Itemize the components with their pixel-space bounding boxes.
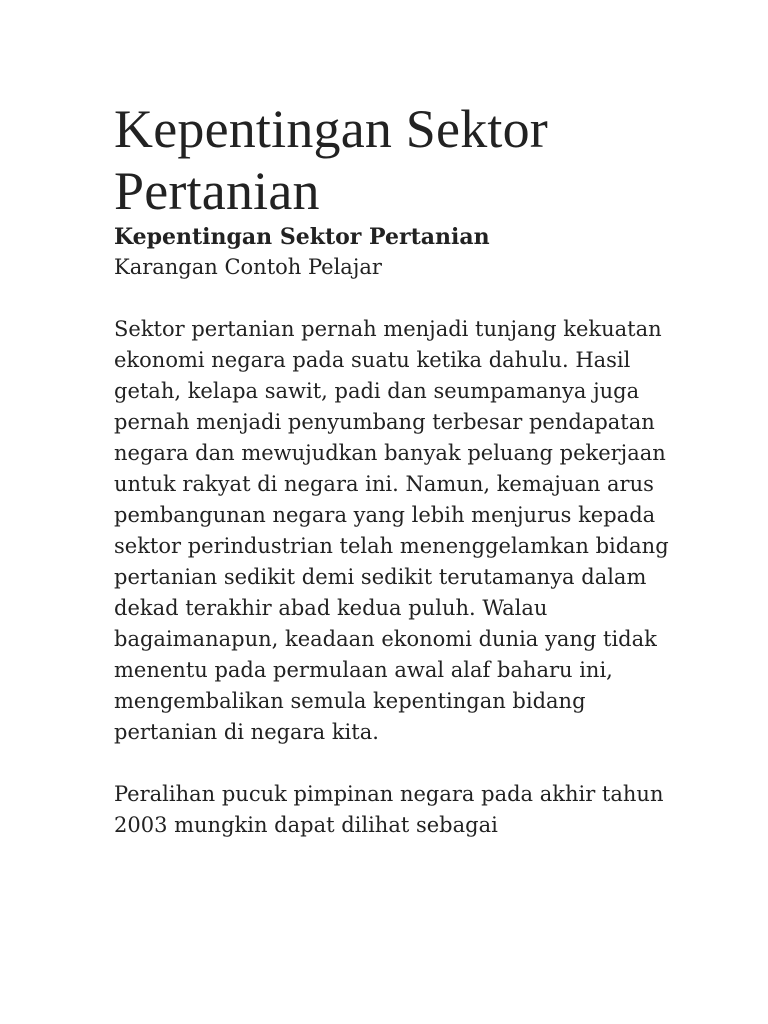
document-subtitle: Kepentingan Sektor Pertanian: [114, 224, 490, 250]
document-byline: Karangan Contoh Pelajar: [114, 255, 382, 279]
body-paragraph-2: Peralihan pucuk pimpinan negara pada akhir tahun 2003 mungkin dapat dilihat sebagai: [114, 782, 664, 837]
document-title: Kepentingan Sektor Pertanian: [114, 99, 548, 221]
paragraph-spacer: [114, 748, 674, 779]
document-page: [114, 98, 674, 841]
body-paragraph-1: Sektor pertanian pernah menjadi tunjang kekuatan ekonomi negara pada suatu ketika dahulu. Hasil getah, kelapa sawit, padi dan seumpamanya juga pernah menjadi penyumbang terbesar pendapatan negara dan mewujudkan banyak peluang pekerjaan untuk rakyat di negara ini. Namun, kemajuan arus pembangunan negara yang lebih menjurus kepada sektor perindustrian telah menenggelamkan bidang pertanian sedikit demi sedikit terutamanya dalam dekad terakhir abad kedua puluh. Walau bagaimanapun, keadaan ekonomi dunia yang tidak menentu pada permulaan awal alaf baharu ini, mengembalikan semula kepentingan bidang pertanian di negara kita.: [114, 317, 669, 744]
paragraph-spacer: [114, 283, 674, 314]
